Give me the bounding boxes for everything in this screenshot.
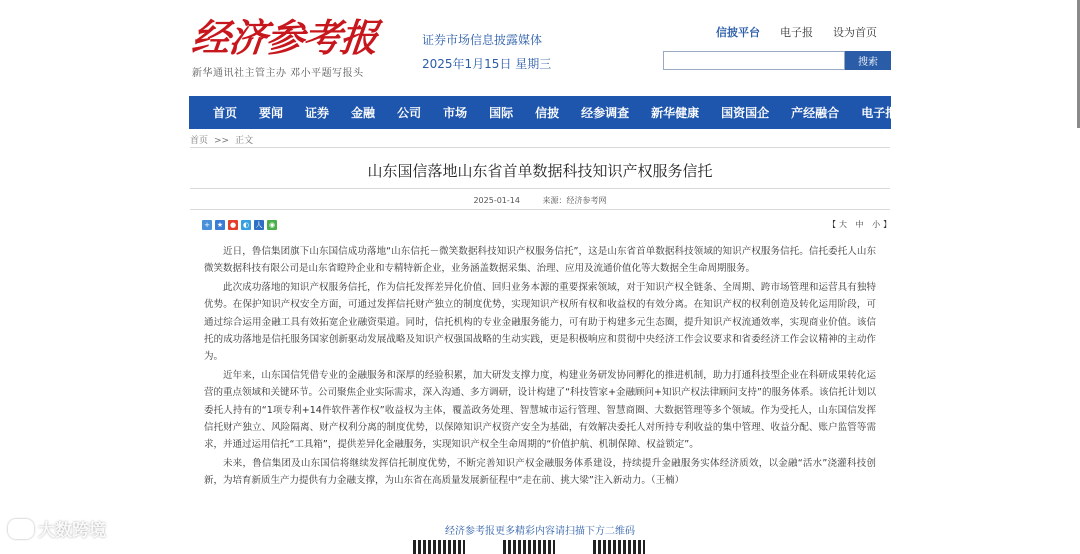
share-wechat-icon[interactable]: ◉ xyxy=(268,221,276,229)
current-date: 2025年1月15日 星期三 xyxy=(422,57,552,71)
search-input[interactable] xyxy=(663,51,845,70)
nav-item-disclosure[interactable]: 信披 xyxy=(535,106,560,120)
watermark-logo-icon xyxy=(8,519,34,539)
divider xyxy=(190,209,890,210)
share-bar xyxy=(202,220,277,230)
site-logo[interactable] xyxy=(189,15,380,79)
article-meta xyxy=(190,195,890,206)
divider xyxy=(190,188,890,189)
qr-code-row xyxy=(413,540,645,554)
logo-title: 经济参考报 xyxy=(189,15,380,60)
nav-item-securities[interactable]: 证券 xyxy=(305,106,330,120)
breadcrumb-current: 正文 xyxy=(235,136,254,146)
article-paragraph: 近年来，山东国信凭借专业的金融服务和深厚的经验积累，加大研发支撑力度，构建业务研发协同孵化的推进机制，助力打通科技型企业在科研成果转化运营的重点领域和关键环节。公司聚焦企业实际需求，深入沟通、多方调研，设计构建了“科技管家+金融顾问+知识产权法律顾问支持”的服务体系。该信托计划以委托人持有的“1项专利+14件软件著作权”收益权为主体，覆盖政务处理、智慧城市运行管理、智慧商圈、大数据管理等多个领域。作为受托人，山东国信发挥信托财产独立、风险隔离、财产权利分离的制度优势，以保障知识产权资产安全为基础，有效解决委托人对所持专利收益的集中管理、收益分配、账户监管等需求，并通过运用信托“工具箱”，提供差异化金融服务，实现知识产权全生命周期的“价值护航、机制保障、权益锁定”。 xyxy=(204,369,876,451)
qr-prompt: 经济参考报更多精彩内容请扫描下方二维码 xyxy=(445,526,635,537)
nav-item-companies[interactable]: 公司 xyxy=(397,106,422,120)
qr-code-image xyxy=(413,540,465,554)
media-info xyxy=(422,28,551,76)
share-weibo-icon[interactable]: ● xyxy=(229,221,237,229)
logo-subtitle: 新华通讯社主管主办 邓小平题写报头 xyxy=(192,68,364,79)
qr-code-image xyxy=(503,540,555,554)
share-qzone-icon[interactable]: ★ xyxy=(216,221,224,229)
article-paragraph: 近日，鲁信集团旗下山东国信成功落地“山东信托－微笑数据科技知识产权服务信托”，这是山东省首单数据科技领域的知识产权服务信托。信托委托人山东微笑数据科技有限公司是山东省瞪羚企业和专精特新企业，业务涵盖数据采集、治理、应用及流通价值化等大数据全生命周期服务。 xyxy=(204,246,876,275)
nav-item-international[interactable]: 国际 xyxy=(489,106,514,120)
search-button[interactable]: 搜索 xyxy=(845,51,891,70)
nav-item-headlines[interactable]: 要闻 xyxy=(259,106,284,120)
link-e-paper[interactable]: 电子报 xyxy=(780,26,813,39)
link-disclosure-platform[interactable]: 信披平台 xyxy=(716,26,760,39)
nav-item-markets[interactable]: 市场 xyxy=(443,106,468,120)
share-tencent-icon[interactable]: ◐ xyxy=(242,221,250,229)
article-paragraph: 未来，鲁信集团及山东国信将继续发挥信托制度优势，不断完善知识产权金融服务体系建设，持续提升金融服务实体经济质效，以金融“活水”浇灌科技创新，为培育新质生产力提供有力金融支撑，为山东省在高质量发展新征程中“走在前、挑大梁”注入新动力。（王楠） xyxy=(204,457,876,487)
nav-item-health[interactable]: 新华健康 xyxy=(651,106,700,120)
article-paragraph: 此次成功落地的知识产权服务信托，作为信托发挥差异化价值、回归业务本源的重要探索领域，对于知识产权全链条、全周期、跨市场管理和运营具有独特优势。在保护知识产权安全方面，可通过发挥信托财产独立的制度优势，实现知识产权所有权和收益权的有效分离。在知识产权的权利创造及转化运用阶段，可通过综合运用金融工具有效拓宽企业融资渠道。同时，信托机构的专业金融服务能力，可有助于构建多元生态圈，提升知识产权流通效率，实现商业价值。该信托的成功落地是信托服务国家创新驱动发展战略及知识产权强国战略的生动实践，更是积极响应和贯彻中央经济工作会议要求和省委经济工作会议精神的主动作为。 xyxy=(204,281,876,363)
top-links xyxy=(716,24,877,40)
media-slogan: 证券市场信息披露媒体 xyxy=(422,33,543,47)
link-set-homepage[interactable]: 设为首页 xyxy=(833,26,877,39)
search-bar xyxy=(663,51,891,70)
main-nav xyxy=(189,96,898,129)
article-source: 来源：经济参考网 xyxy=(542,196,607,205)
breadcrumb-home[interactable]: 首页 xyxy=(190,136,209,146)
share-plus-icon[interactable]: + xyxy=(202,220,212,230)
nav-item-industry[interactable]: 产经融合 xyxy=(791,106,840,120)
article-title: 山东国信落地山东省首单数据科技知识产权服务信托 xyxy=(367,162,713,180)
nav-item-finance[interactable]: 金融 xyxy=(351,106,376,120)
breadcrumb-separator: >> xyxy=(214,136,230,146)
breadcrumb xyxy=(190,133,253,146)
divider xyxy=(190,147,890,148)
article-body xyxy=(204,243,876,491)
watermark-text: 大数跨境 xyxy=(38,521,106,541)
watermark xyxy=(8,516,106,541)
qr-code-image xyxy=(593,540,645,554)
nav-item-soe[interactable]: 国资国企 xyxy=(721,106,770,120)
nav-item-home[interactable]: 首页 xyxy=(213,106,238,120)
article-date: 2025-01-14 xyxy=(473,196,520,205)
font-size-control[interactable]: 【大 中 小】 xyxy=(828,220,895,229)
share-renren-icon[interactable]: 人 xyxy=(255,221,263,229)
nav-item-e-paper[interactable]: 电子报 xyxy=(861,106,898,120)
nav-item-investigation[interactable]: 经参调查 xyxy=(581,106,630,120)
